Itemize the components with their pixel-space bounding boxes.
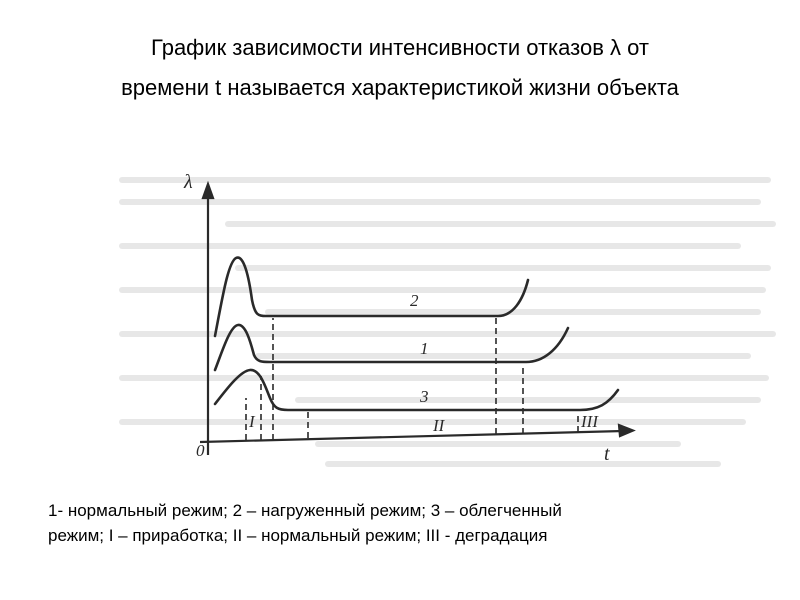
caption-line-2: режим; I – приработка; II – нормальный режим; III - деградация <box>48 526 548 545</box>
bathtub-diagram <box>118 150 786 480</box>
origin-label: 0 <box>196 441 205 460</box>
curve-label-2: 2 <box>410 291 419 310</box>
period-label-III: III <box>581 412 598 431</box>
curve-label-3: 3 <box>420 387 429 406</box>
y-axis-arrow <box>203 184 213 198</box>
x-axis-arrow <box>619 425 633 436</box>
failure-rate-figure <box>118 150 786 480</box>
y-axis-label: λ <box>184 171 193 193</box>
x-axis-label: t <box>604 443 610 465</box>
figure-caption <box>48 498 768 548</box>
period-label-II: II <box>433 416 445 435</box>
title-line-2: времени t называется характеристикой жизни объекта <box>121 75 679 100</box>
period-label-I: I <box>249 412 255 431</box>
slide-title <box>0 28 800 108</box>
title-line-1: График зависимости интенсивности отказов λ от <box>151 35 649 60</box>
bleed-through-background <box>122 180 773 464</box>
curve-label-1: 1 <box>420 339 429 358</box>
caption-line-1: 1- нормальный режим; 2 – нагруженный режим; 3 – облегченный <box>48 501 562 520</box>
x-axis <box>200 431 623 442</box>
